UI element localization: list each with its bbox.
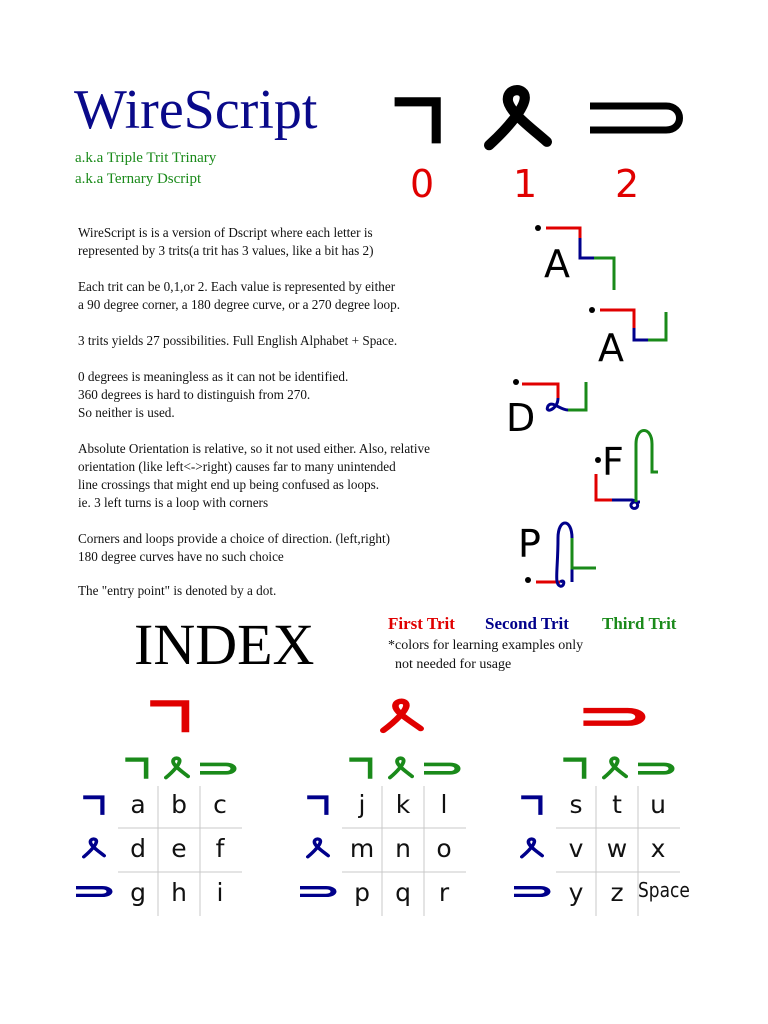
- legend-second-trit: Second Trit: [485, 614, 569, 633]
- legend-first-trit: First Trit: [388, 614, 455, 633]
- first-trit-corner-icon: [148, 698, 192, 734]
- column-loop-icon: [164, 756, 190, 780]
- aka-line-1: a.k.a Triple Trit Trinary: [75, 150, 217, 166]
- index-letter-d: d: [130, 834, 146, 863]
- index-letter-f: f: [215, 834, 225, 863]
- index-letter-k: k: [395, 790, 411, 819]
- row-curve-icon: [74, 880, 114, 902]
- paragraph-entry-point: The "entry point" is denoted by a dot.: [78, 583, 277, 598]
- index-letter-t: t: [612, 790, 622, 819]
- index-letter-v: v: [568, 834, 584, 863]
- index-letter-l: l: [440, 790, 448, 819]
- index-letter-s: s: [569, 790, 583, 819]
- digit-0: 0: [410, 162, 435, 206]
- index-letter-o: o: [436, 834, 452, 863]
- index-letter-n: n: [395, 834, 411, 863]
- paragraph-intro: WireScript is is a version of Dscript where each letter is represented by 3 trits(a trit has 3 values, like a bit has 2): [78, 225, 374, 258]
- index-grids: [0, 690, 768, 930]
- column-curve-icon: [422, 756, 462, 780]
- column-curve-icon: [636, 756, 676, 780]
- first-trit-curve-icon: [580, 698, 648, 734]
- column-corner-icon: [562, 756, 588, 780]
- row-loop-icon: [306, 837, 330, 859]
- digit-2: 2: [615, 162, 640, 206]
- curve-symbol-icon: [586, 98, 686, 138]
- index-letter-z: z: [610, 878, 624, 907]
- first-trit-loop-icon: [380, 698, 424, 734]
- row-corner-icon: [82, 794, 106, 816]
- aka-line-2: a.k.a Ternary Dscript: [75, 171, 202, 187]
- paragraph-orientation: Absolute Orientation is relative, so it not used either. Also, relative orientation (like left<->right) causes far to many unintended line crossings that might end up being confused as loops. ie. 3 left turns is a loop with corners: [78, 441, 430, 510]
- index-letter-w: w: [606, 834, 628, 863]
- column-curve-icon: [198, 756, 238, 780]
- index-letter-y: y: [568, 878, 584, 907]
- index-letter-i: i: [216, 878, 224, 907]
- legend-note: *colors for learning examples only not needed for usage: [388, 638, 584, 672]
- index-letter-j: j: [358, 790, 366, 819]
- example-a-2: [584, 300, 684, 380]
- index-letter-r: r: [438, 878, 450, 907]
- index-letter-c: c: [213, 790, 227, 819]
- example-letter: D: [506, 396, 536, 440]
- paragraph-degrees: 0 degrees is meaningless as it can not be identified. 360 degrees is hard to distinguish from 270. So neither is used.: [78, 369, 349, 420]
- index-letter-q: q: [395, 878, 411, 907]
- row-curve-icon: [512, 880, 552, 902]
- column-corner-icon: [124, 756, 150, 780]
- index-letter-m: m: [349, 834, 375, 863]
- example-letter: A: [544, 242, 570, 286]
- column-corner-icon: [348, 756, 374, 780]
- example-letter: F: [602, 440, 624, 484]
- index-letter-space: Space: [638, 878, 690, 902]
- example-p: [516, 508, 606, 594]
- index-letter-u: u: [650, 790, 666, 819]
- paragraph-possibilities: 3 trits yields 27 possibilities. Full English Alphabet + Space.: [78, 333, 398, 348]
- index-letter-a: a: [130, 790, 146, 819]
- example-letter: P: [518, 522, 541, 566]
- page-title: WireScript: [74, 79, 318, 141]
- row-corner-icon: [306, 794, 330, 816]
- paragraph-trit-values: Each trit can be 0,1,or 2. Each value is represented by either a 90 degree corner, a 180 degree curve, or a 270 degree loop.: [78, 279, 401, 312]
- column-loop-icon: [388, 756, 414, 780]
- index-letter-x: x: [650, 834, 666, 863]
- row-corner-icon: [520, 794, 544, 816]
- index-letter-p: p: [354, 878, 370, 907]
- index-letter-e: e: [171, 834, 187, 863]
- index-letter-b: b: [171, 790, 187, 819]
- paragraph-direction: Corners and loops provide a choice of direction. (left,right) 180 degree curves have no such choice: [78, 531, 391, 564]
- index-letter-g: g: [130, 878, 146, 907]
- example-a-1: [530, 218, 630, 298]
- corner-symbol-icon: [392, 94, 444, 146]
- digit-1: 1: [513, 162, 538, 206]
- row-curve-icon: [298, 880, 338, 902]
- index-title: INDEX: [134, 612, 315, 677]
- row-loop-icon: [82, 837, 106, 859]
- loop-symbol-icon: [484, 82, 552, 154]
- column-loop-icon: [602, 756, 628, 780]
- example-f: [590, 424, 670, 514]
- index-letter-h: h: [171, 878, 187, 907]
- row-loop-icon: [520, 837, 544, 859]
- example-letter: A: [598, 326, 624, 370]
- legend-third-trit: Third Trit: [602, 614, 677, 633]
